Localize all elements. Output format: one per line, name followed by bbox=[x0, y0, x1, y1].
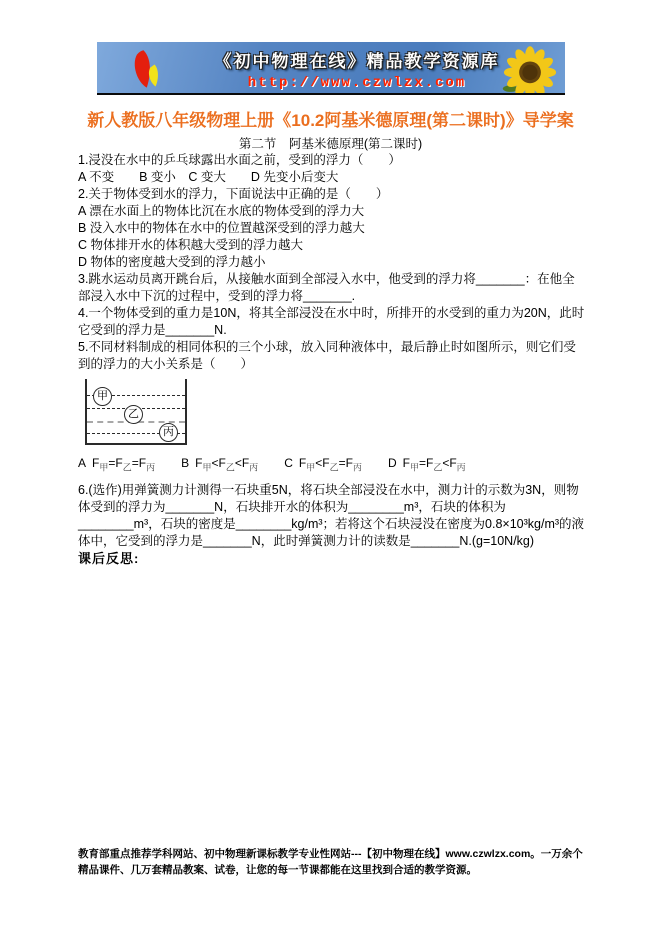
ball-yi: 乙 bbox=[124, 405, 143, 424]
q5-option-b: B $F_甲<F_乙<F_丙$ bbox=[181, 456, 259, 473]
question-6-text: 6.(选作)用弹簧测力计测得一石块重5N，将石块全部浸没在水中，测力计的示数为3N，则物体受到的浮力为_______N，石块排开水的体积为________m³，石块的体积为________m³，石块的密度是________kg/m³；若将这个石块浸没在密度为0.8×10³kg/m³的液体中，它受到的浮力是_______N，此时弹簧测力计的读数是_______N.(g=10N/kg) bbox=[78, 483, 585, 549]
ball-jia: 甲 bbox=[93, 387, 112, 406]
question-3-text: 3.跳水运动员离开跳台后，从接触水面到全部浸入水中，他受到的浮力将_______：在他全部浸入水中下沉的过程中，受到的浮力将_______. bbox=[78, 272, 575, 303]
site-logo-flame-icon bbox=[127, 48, 171, 92]
sunflower-icon bbox=[501, 43, 559, 93]
q5-option-d: D $F_甲=F_乙<F_丙$ bbox=[387, 456, 466, 473]
question-2-choice-d: D 物体的密度越大受到的浮力越小 bbox=[78, 255, 266, 269]
header-banner bbox=[97, 42, 565, 95]
question-2-choice-a: A 漂在水面上的物体比沉在水底的物体受到的浮力大 bbox=[78, 204, 365, 218]
question-1-choices: A 不变 B 变小 C 变大 D 先变小后变大 bbox=[78, 170, 339, 184]
banner-text-block bbox=[207, 47, 507, 91]
ball-bing: 丙 bbox=[159, 423, 178, 442]
worksheet-body bbox=[78, 152, 585, 567]
question-1-text: 1.浸没在水中的乒乓球露出水面之前，受到的浮力（ ） bbox=[78, 153, 401, 167]
question-2-choice-b: B 没入水中的物体在水中的位置越深受到的浮力越大 bbox=[78, 221, 365, 235]
q5-option-a: A $F_甲=F_乙=F_丙$ bbox=[78, 456, 156, 473]
question-2-choice-c: C 物体排开水的体积越大受到的浮力越大 bbox=[78, 238, 304, 252]
question-5-options bbox=[78, 455, 585, 476]
question-5-text: 5.不同材料制成的相同体积的三个小球，放入同种液体中，最后静止时如图所示，则它们受到的浮力的大小关系是（ ） bbox=[78, 340, 576, 371]
footer-note: 教育部重点推荐学科网站、初中物理新课标教学专业性网站---【初中物理在线】www.czwlzx.com。一万余个精品课件、几万套精品教案、试卷，让您的每一节课都能在这里找到合适的教学资源。 bbox=[78, 848, 583, 876]
reflection-heading: 课后反思: bbox=[78, 551, 140, 567]
question-4-text: 4.一个物体受到的重力是10N，将其全部浸没在水中时，所排开的水受到的重力为20N，此时它受到的浮力是_______N. bbox=[78, 306, 585, 337]
banner-site-name: 《初中物理在线》精品教学资源库 bbox=[214, 52, 500, 71]
question-2-text: 2.关于物体受到水的浮力，下面说法中正确的是（ ） bbox=[78, 187, 389, 201]
q5-option-c: C $F_甲<F_乙=F_丙$ bbox=[284, 456, 362, 473]
buoyancy-diagram bbox=[85, 379, 187, 445]
section-heading: 第二节 阿基米德原理(第二课时) bbox=[238, 137, 423, 151]
banner-url-link[interactable]: http://www.czwlzx.com bbox=[247, 75, 467, 91]
doc-title: 新人教版八年级物理上册《10.2阿基米德原理(第二课时)》导学案 bbox=[87, 111, 574, 130]
